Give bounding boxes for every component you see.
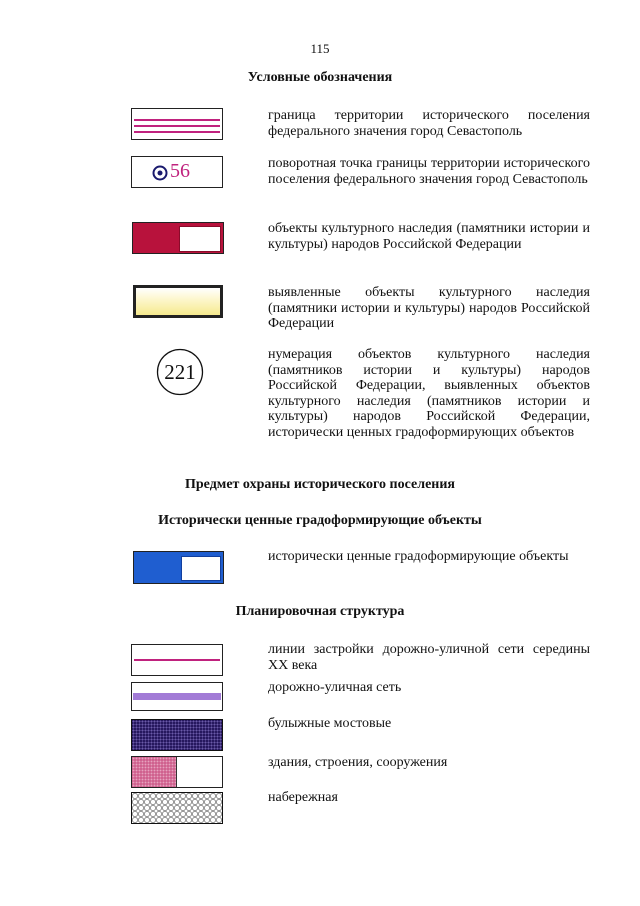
cobblestone-symbol [131, 719, 223, 751]
buildings-fill [132, 757, 177, 787]
planning-heading: Планировочная структура [235, 604, 405, 619]
road-network-desc: дорожно-уличная сеть [268, 680, 402, 695]
numbering-desc: нумерация объектов культурного наследия (памятников истории и культуры) народов Российской Федерации, выявленных объектов культурного наследия (памятников истории и культуры) народов Российской Федерации, исторически ценных градоформирующих объектов [268, 347, 590, 440]
boundary-line-1 [134, 119, 220, 121]
boundary-symbol [131, 108, 223, 140]
turning-point-desc: поворотная точка границы территории исторического поселения федерального значения город Севастополь [268, 156, 590, 187]
boundary-desc: граница территории исторического поселения федерального значения город Севастополь [268, 108, 590, 139]
building-lines-symbol [131, 644, 223, 676]
subject-heading: Предмет охраны исторического поселения [185, 477, 455, 492]
road-network-symbol [131, 682, 223, 711]
building-line [134, 659, 220, 661]
buildings-desc: здания, строения, сооружения [268, 755, 448, 770]
historic-objects-symbol [133, 551, 224, 584]
numbering-symbol [156, 348, 204, 396]
turning-point-number: 56 [170, 160, 190, 182]
legend-heading: Условные обозначения [247, 70, 393, 85]
building-lines-desc: линии застройки дорожно-уличной сети середины XX века [268, 642, 590, 673]
historic-objects-desc: исторически ценные градоформирующие объекты [268, 549, 569, 564]
boundary-line-3 [134, 131, 220, 133]
historic-objects-heading: Исторически ценные градоформирующие объекты [158, 513, 482, 528]
page-number: 115 [310, 41, 330, 56]
cobblestone-desc: булыжные мостовые [268, 716, 392, 731]
road-network-band [133, 693, 221, 700]
buildings-symbol [131, 756, 223, 788]
identified-symbol [133, 285, 223, 318]
embankment-desc: набережная [268, 790, 338, 805]
historic-objects-symbol-inner [181, 556, 221, 581]
heritage-desc: объекты культурного наследия (памятники истории и культуры) народов Российской Федерации [268, 221, 590, 252]
boundary-line-2 [134, 125, 220, 127]
heritage-symbol [132, 222, 224, 254]
turning-point-symbol [131, 156, 223, 188]
identified-desc: выявленные объекты культурного наследия (памятники истории и культуры) народов Российской Федерации [268, 285, 590, 331]
embankment-symbol [131, 792, 223, 824]
heritage-symbol-inner [179, 226, 221, 252]
turning-point-icon [152, 165, 168, 181]
numbering-sample: 221 [164, 360, 196, 384]
